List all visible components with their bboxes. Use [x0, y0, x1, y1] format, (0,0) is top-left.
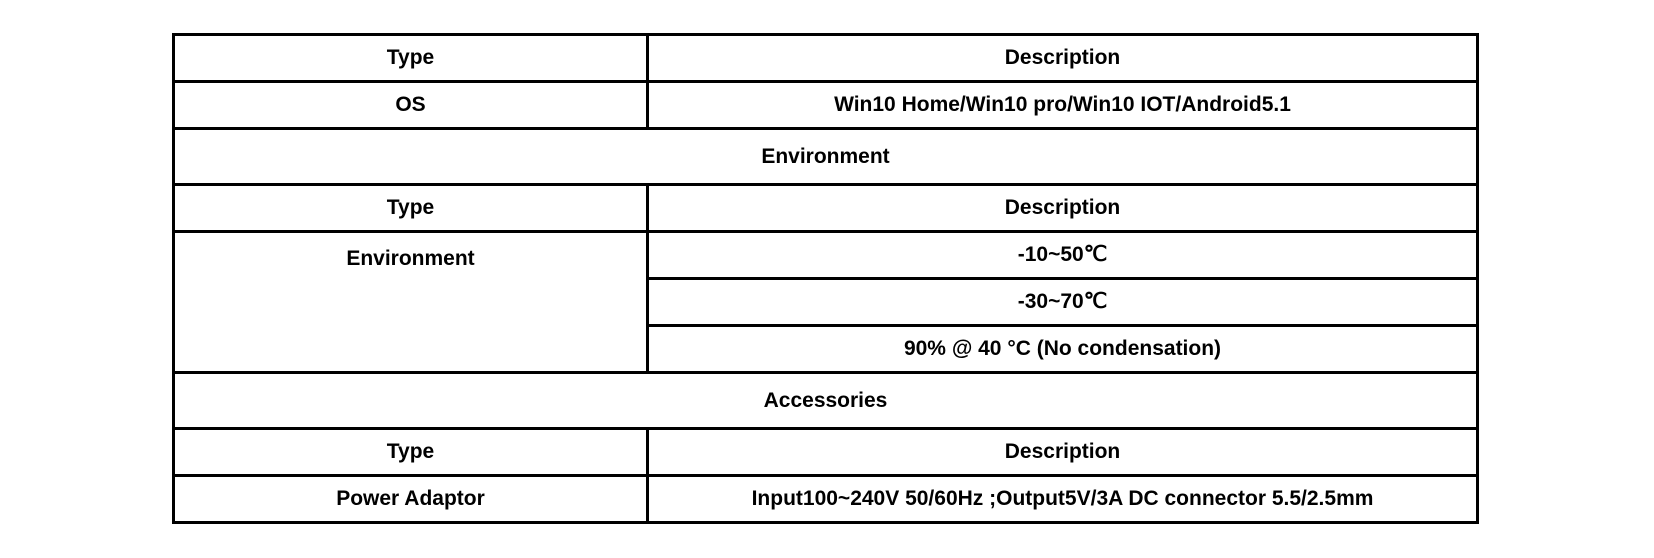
cell-type-os: OS	[174, 82, 648, 129]
cell-desc-operating-temp: -10~50℃	[648, 232, 1478, 279]
table-header-row	[174, 35, 1478, 82]
header-description: Description	[648, 35, 1478, 82]
section-title-row	[174, 373, 1478, 429]
table-header-row	[174, 429, 1478, 476]
table-row	[174, 232, 1478, 279]
cell-desc-humidity: 90% @ 40 °C (No condensation)	[648, 326, 1478, 373]
section-title-accessories: Accessories	[174, 373, 1478, 429]
cell-desc-os: Win10 Home/Win10 pro/Win10 IOT/Android5.1	[648, 82, 1478, 129]
cell-desc-power-adaptor: Input100~240V 50/60Hz ;Output5V/3A DC connector 5.5/2.5mm	[648, 476, 1478, 523]
cell-desc-storage-temp: -30~70℃	[648, 279, 1478, 326]
header-description: Description	[648, 185, 1478, 232]
header-type: Type	[174, 429, 648, 476]
table-header-row	[174, 185, 1478, 232]
header-description: Description	[648, 429, 1478, 476]
cell-type-power-adaptor: Power Adaptor	[174, 476, 648, 523]
specification-table	[172, 33, 1479, 524]
header-type: Type	[174, 185, 648, 232]
section-title-environment: Environment	[174, 129, 1478, 185]
section-title-row	[174, 129, 1478, 185]
table-row	[174, 82, 1478, 129]
table-row	[174, 476, 1478, 523]
cell-type-environment: Environment	[174, 232, 648, 373]
header-type: Type	[174, 35, 648, 82]
